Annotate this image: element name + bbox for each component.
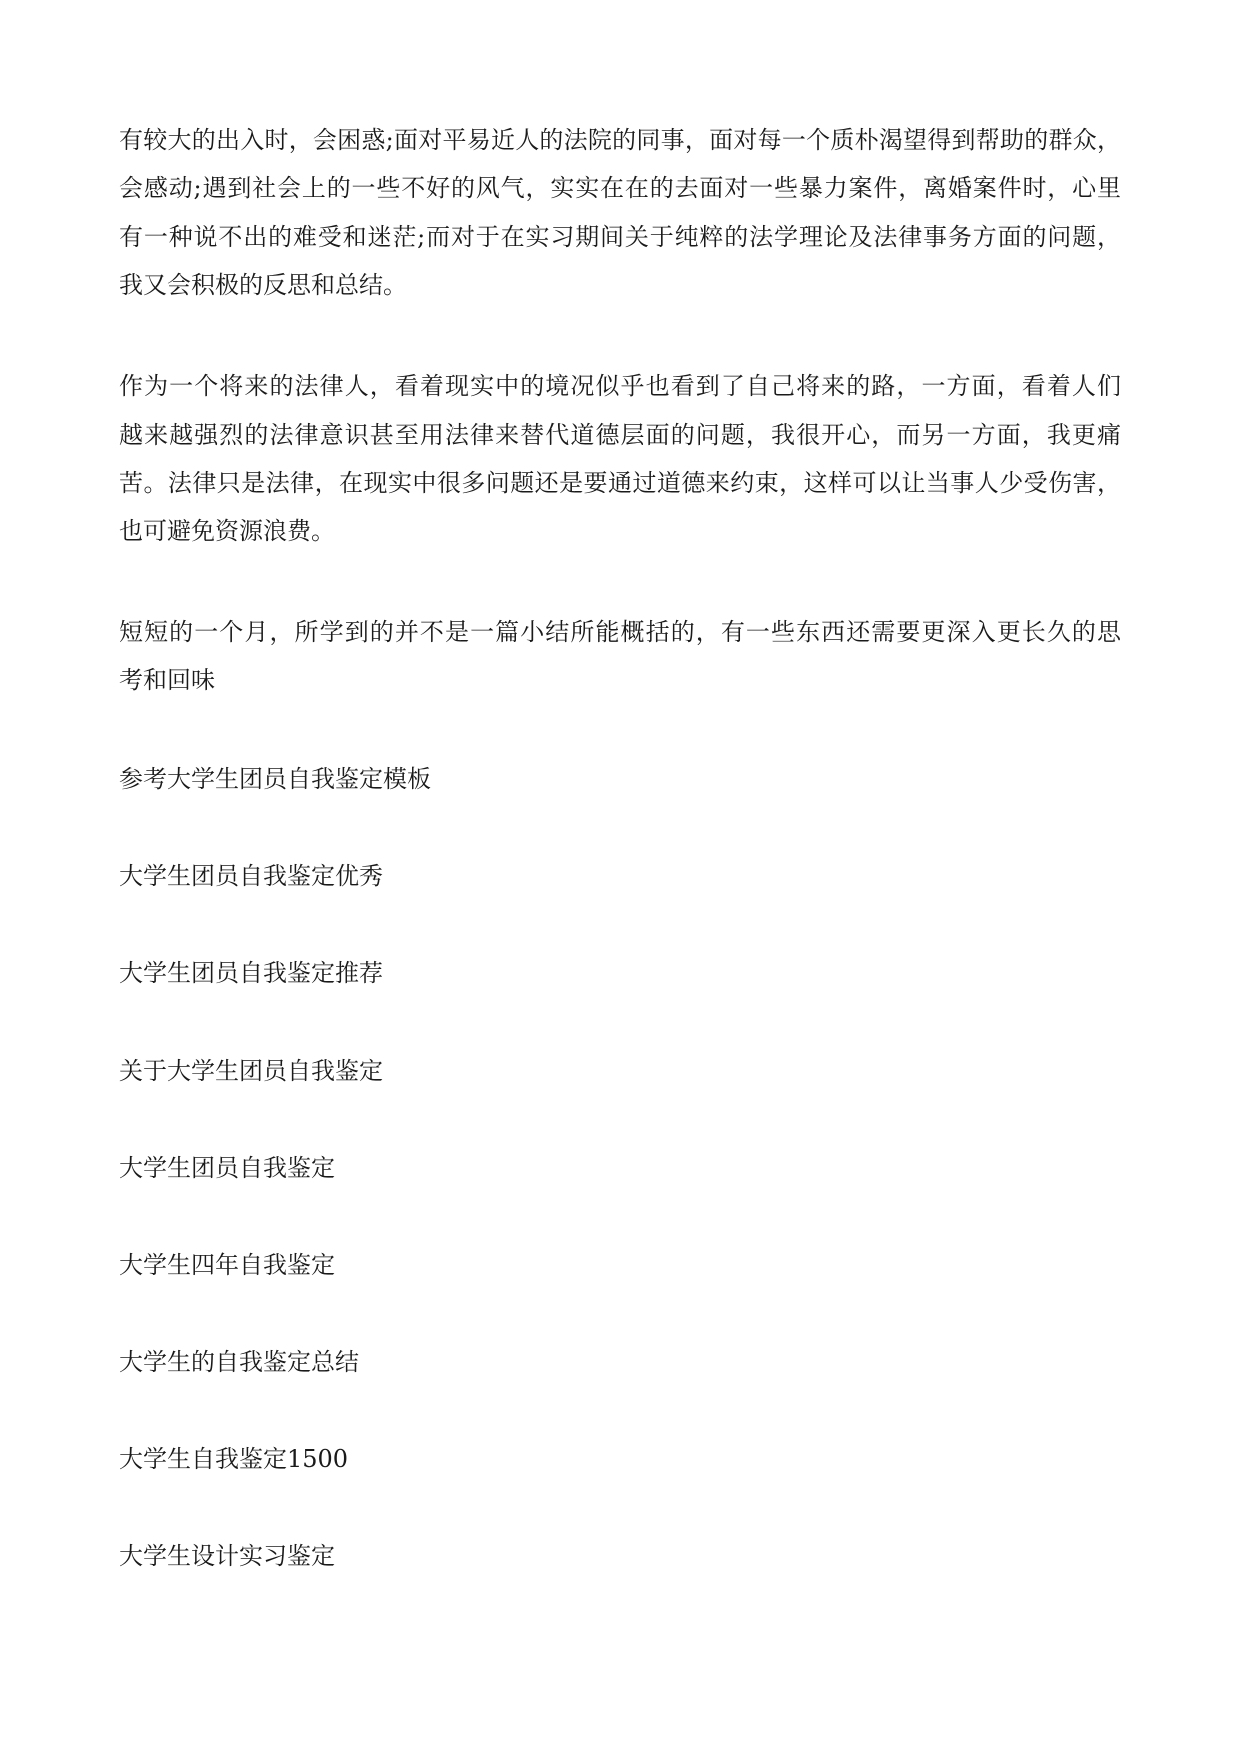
related-link-7[interactable]: 大学生的自我鉴定总结 [119, 1348, 359, 1376]
paragraph-2-line-2: 越来越强烈的法律意识甚至用法律来替代道德层面的问题，我很开心，而另一方面，我更痛 [119, 421, 1121, 449]
paragraph-3-line-1: 短短的一个月，所学到的并不是一篇小结所能概括的，有一些东西还需要更深入更长久的思 [119, 618, 1121, 646]
related-link-6[interactable]: 大学生四年自我鉴定 [119, 1251, 335, 1279]
related-link-5[interactable]: 大学生团员自我鉴定 [119, 1154, 335, 1182]
paragraph-1-line-4: 我又会积极的反思和总结。 [119, 271, 407, 299]
paragraph-1-line-2: 会感动;遇到社会上的一些不好的风气，实实在在的去面对一些暴力案件，离婚案件时，心里 [119, 174, 1121, 202]
related-link-8[interactable]: 大学生自我鉴定1500 [119, 1445, 349, 1473]
paragraph-1-line-3: 有一种说不出的难受和迷茫;而对于在实习期间关于纯粹的法学理论及法律事务方面的问题， [119, 223, 1121, 251]
related-link-1[interactable]: 参考大学生团员自我鉴定模板 [119, 765, 431, 793]
paragraph-2-line-4: 也可避免资源浪费。 [119, 517, 335, 545]
related-link-9[interactable]: 大学生设计实习鉴定 [119, 1542, 335, 1570]
paragraph-3-line-2: 考和回味 [119, 666, 215, 694]
paragraph-1-line-1: 有较大的出入时，会困惑;面对平易近人的法院的同事，面对每一个质朴渴望得到帮助的群众， [119, 126, 1121, 154]
related-link-3[interactable]: 大学生团员自我鉴定推荐 [119, 959, 383, 987]
paragraph-2-line-1: 作为一个将来的法律人，看着现实中的境况似乎也看到了自己将来的路，一方面，看着人们 [119, 372, 1121, 400]
related-link-2[interactable]: 大学生团员自我鉴定优秀 [119, 862, 383, 890]
related-link-4[interactable]: 关于大学生团员自我鉴定 [119, 1057, 383, 1085]
paragraph-2-line-3: 苦。法律只是法律，在现实中很多问题还是要通过道德来约束，这样可以让当事人少受伤害， [119, 469, 1121, 497]
